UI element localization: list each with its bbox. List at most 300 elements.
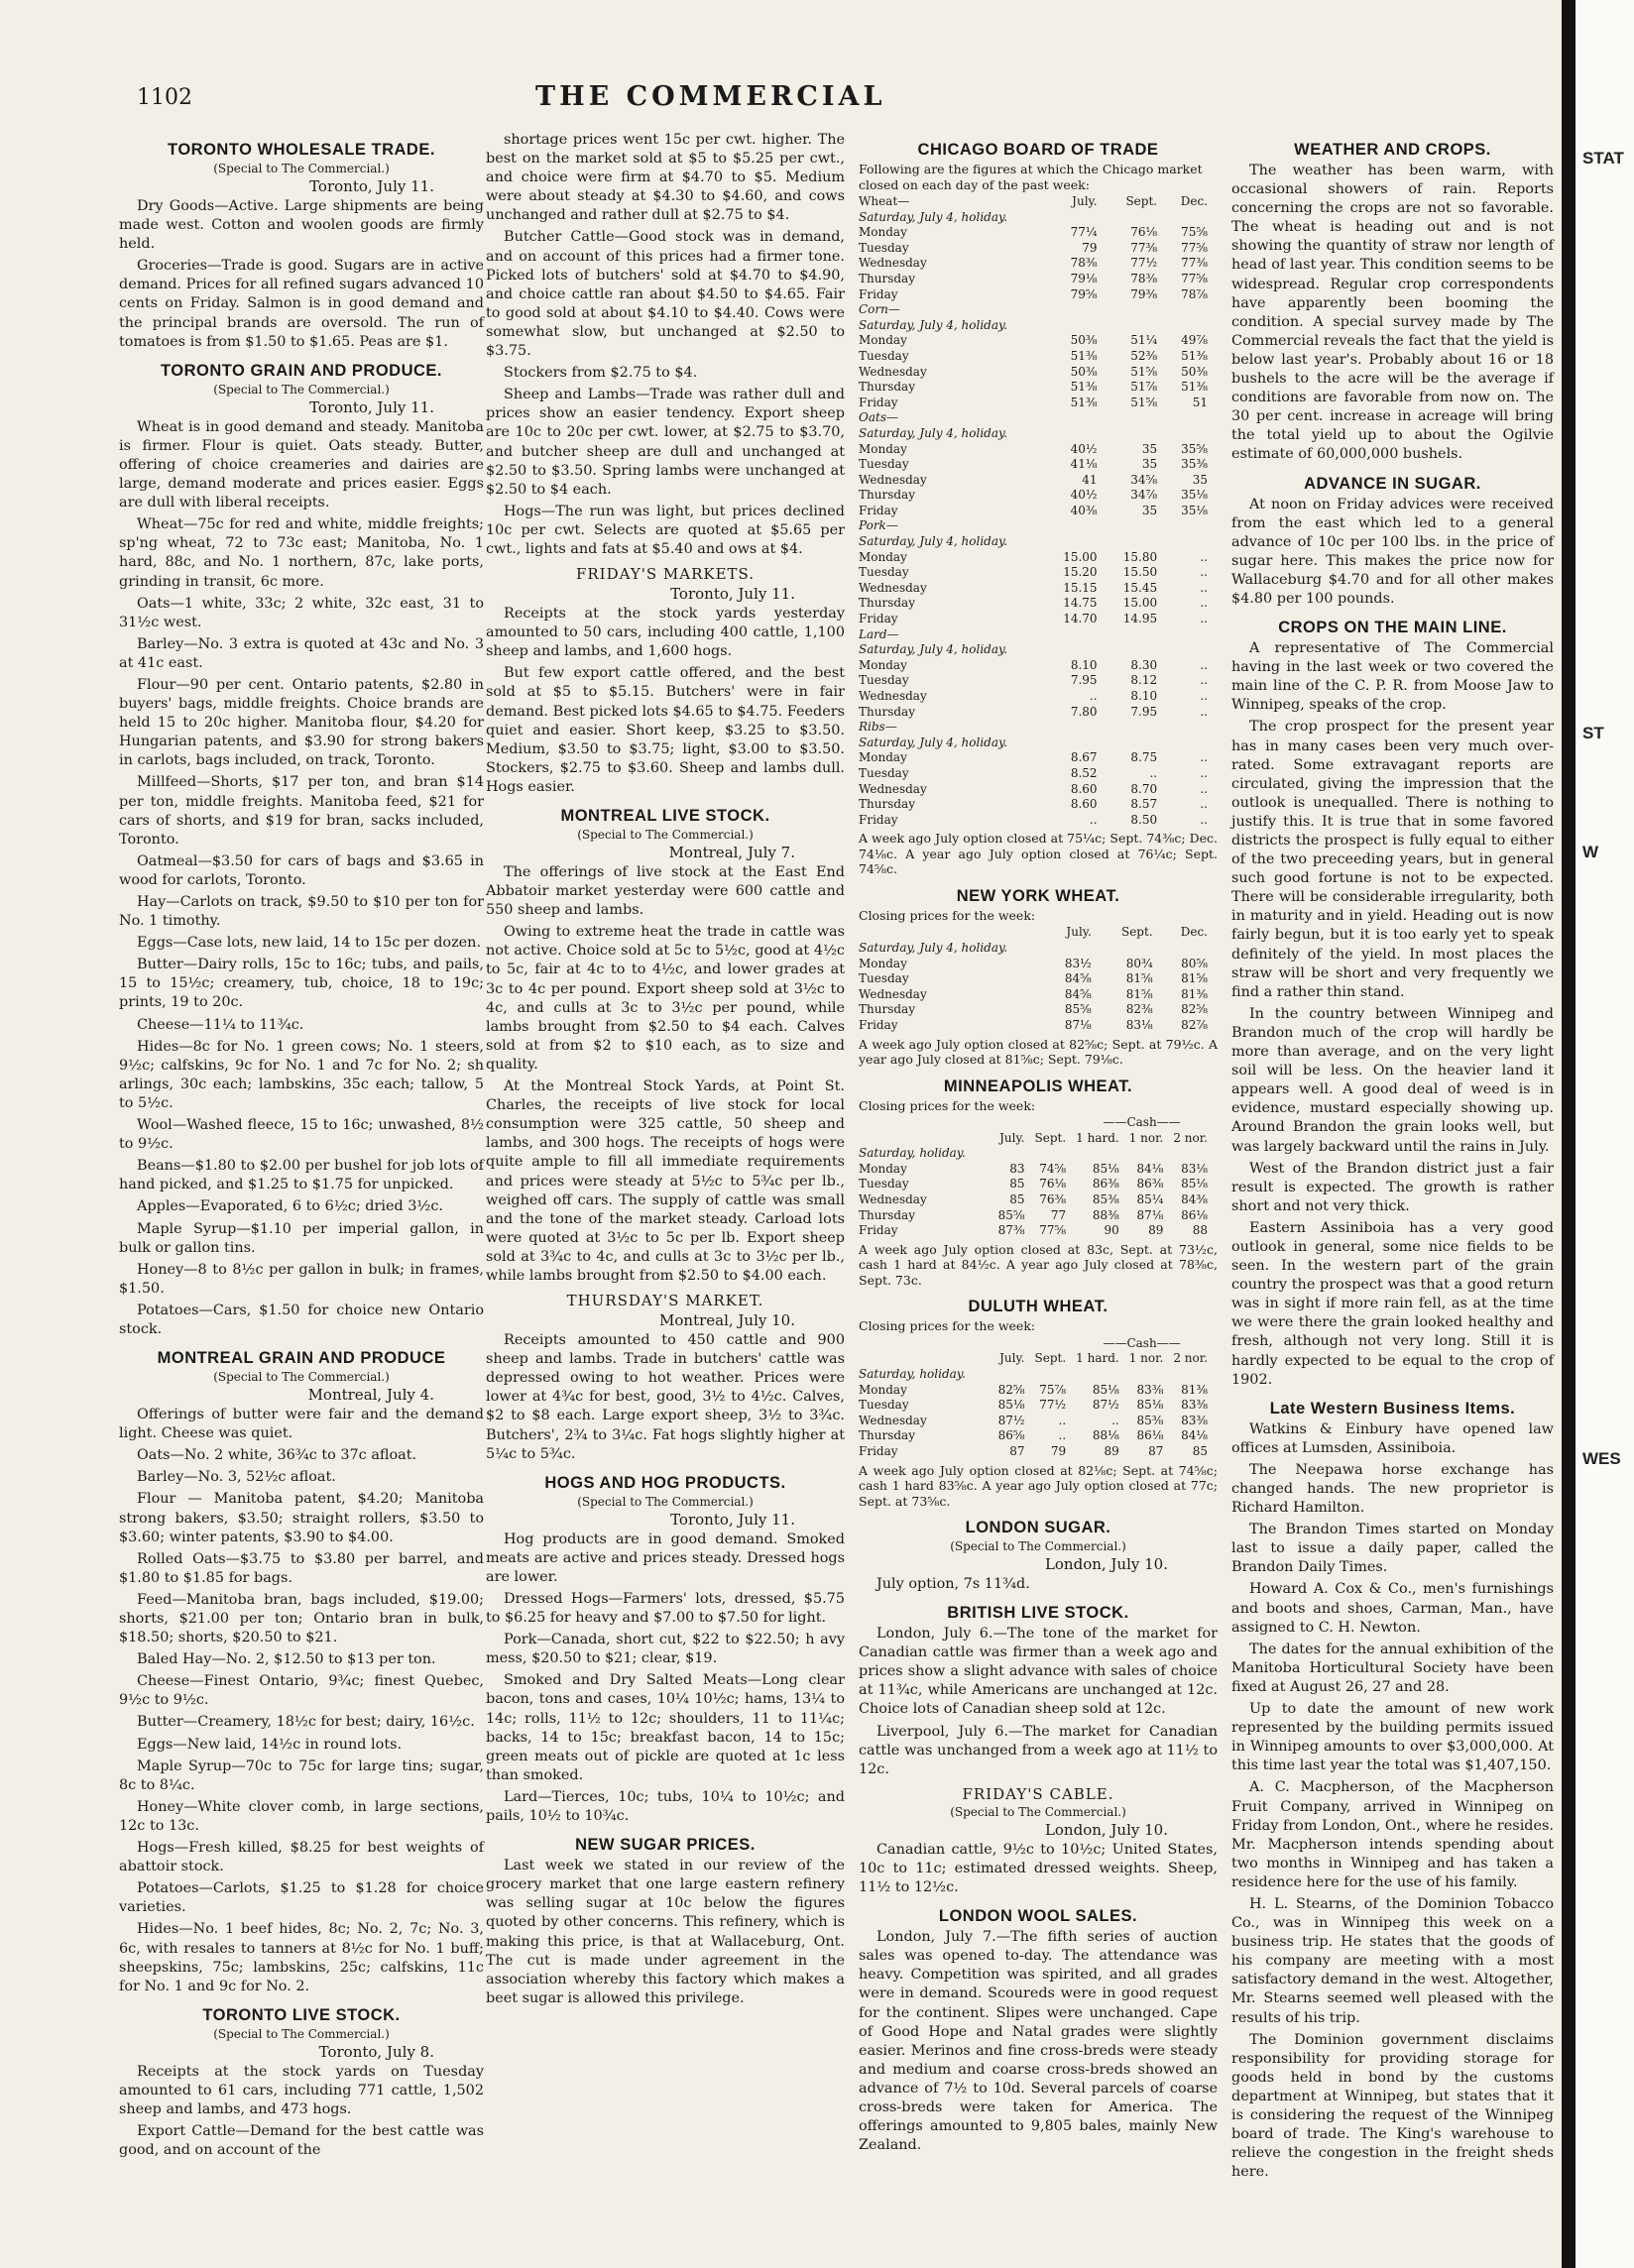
- dateline: Toronto, July 11.: [309, 397, 434, 416]
- column-2: [486, 131, 845, 2011]
- price-cell: 34⅞: [1130, 488, 1158, 503]
- price-cell: 82⅝: [1181, 1002, 1208, 1017]
- article-paragraph: Wheat is in good demand and steady. Manitoba is firmer. Flour is quiet. Oats steady. Butter, offering of choice creameries and dairies are large, demand moderate and prices easier. Eggs are dull with liberal receipts.: [119, 418, 484, 511]
- price-cell: 82⅜: [1125, 1002, 1153, 1017]
- price-cell: 15.15: [1063, 580, 1098, 595]
- article-paragraph: Smoked and Dry Salted Meats—Long clear bacon, tons and cases, 10¼ 10½c; hams, 13¼ to 14c; rolls, 11½ to 12c; shoulders, 11 to 11¼c; backs, 14 to 15c; breakfast bacon, 14 to 15c; green meats out of pickle are quoted at 1c less than smoked.: [486, 1672, 845, 1783]
- price-cell: ..: [1089, 689, 1098, 703]
- price-cell: ..: [1200, 673, 1208, 688]
- price-cell: 50⅜: [1070, 364, 1098, 379]
- price-cell: 83⅜: [1136, 1382, 1164, 1397]
- dateline: London, July 10.: [1044, 1555, 1168, 1573]
- price-cell: 51⅞: [1130, 380, 1158, 395]
- table-row: [859, 302, 1218, 318]
- article-paragraph: The Dominion government disclaims responsibility for providing storage for goods held in bond by the customs department at Winnipeg, but states that it is considering the request of the Winnipeg board of trade. The King's warehouse to relieve the congestion in the freight sheds here.: [1231, 2031, 1554, 2181]
- row-label: Monday: [859, 657, 907, 672]
- table-row: [859, 1177, 1218, 1192]
- row-label: Tuesday: [859, 971, 909, 986]
- price-cell: 40½: [1070, 488, 1098, 503]
- binding-edge: [1562, 0, 1576, 2268]
- price-cell: 89: [1148, 1223, 1164, 1238]
- price-cell: 7.95: [1130, 704, 1158, 719]
- article-paragraph: Flour—90 per cent. Ontario patents, $2.80 in buyers' bags, middle freights. Choice brands are held 15 to 20c higher. Manitoba flour, $4.20 for Hungarian patents, and $3.90 for strong bakers in carlots, bags included, on track, Toronto.: [119, 676, 484, 769]
- article-paragraph: Cheese—11¼ to 11¾c.: [137, 1016, 304, 1033]
- table-row: [859, 1223, 1218, 1239]
- article-headline: HOGS AND HOG PRODUCTS.: [544, 1473, 786, 1492]
- article-headline: TORONTO LIVE STOCK.: [202, 2005, 401, 2024]
- article-headline: LONDON SUGAR.: [965, 1519, 1111, 1536]
- article-paragraph: Hogs—Fresh killed, $8.25 for best weights of abattoir stock.: [119, 1840, 484, 1875]
- price-cell: ..: [1200, 750, 1208, 765]
- dateline: London, July 10.: [1044, 1820, 1168, 1839]
- price-cell: 8.12: [1130, 673, 1158, 688]
- table-row: [859, 457, 1218, 473]
- price-cell: 84⅝: [1064, 971, 1092, 986]
- table-row: [859, 658, 1218, 674]
- table-row: [859, 534, 1218, 550]
- table-row: [859, 210, 1218, 226]
- table-intro: Closing prices for the week:: [859, 907, 1036, 923]
- adjacent-page-fragment: [1576, 0, 1634, 2268]
- price-cell: 85⅜: [1092, 1191, 1119, 1206]
- column-header: 1 nor.: [1128, 1351, 1164, 1366]
- table-row: [859, 256, 1218, 272]
- price-cell: 51⅜: [1070, 348, 1098, 363]
- article-paragraph: Eastern Assiniboia has a very good outlook in general, some nice fields to be seen. In the western part of the grain country the prospect was that a good return was in sight if more rain fell, as at the time we were there the grain looked healthy and fresh, although not very long. Still it is hardly expected to be equal to the crop of 1902.: [1231, 1219, 1554, 1388]
- table-row: [859, 1002, 1218, 1018]
- row-label: Saturday, July 4, holiday.: [859, 534, 1008, 549]
- article-paragraph: Sheep and Lambs—Trade was rather dull and prices show an easier tendency. Export sheep are 10c to 20c per cwt. lower, at $2.75 to $3.70, and butcher sheep are dull and unchanged at $2.50 to $3.50. Spring lambs were unchanged at $2.50 to $4 each.: [486, 387, 845, 498]
- article-paragraph: Pork—Canada, short cut, $22 to $22.50; h avy mess, $20.50 to $21; clear, $19.: [486, 1632, 845, 1667]
- price-cell: 87½: [997, 1413, 1025, 1427]
- price-cell: 34⅝: [1130, 472, 1158, 487]
- row-label: Friday: [859, 395, 898, 409]
- article-headline: ADVANCE IN SUGAR.: [1304, 474, 1481, 493]
- price-cell: 85⅛: [997, 1398, 1025, 1413]
- price-cell: 8.60: [1070, 797, 1098, 812]
- dateline: Toronto, July 11.: [309, 177, 434, 195]
- row-label: Friday: [859, 1017, 898, 1032]
- article-subheadline: FRIDAY'S CABLE.: [962, 1784, 1114, 1803]
- price-table: [859, 194, 1218, 828]
- row-label: Friday: [859, 812, 898, 827]
- price-cell: 7.80: [1070, 704, 1098, 719]
- price-cell: 81⅝: [1181, 971, 1208, 986]
- price-cell: 87: [1009, 1443, 1025, 1458]
- article-paragraph: Oats—1 white, 33c; 2 white, 32c east, 31 to 31½c west.: [119, 595, 484, 630]
- price-cell: 51⅜: [1181, 348, 1208, 363]
- row-label: Saturday, July 4, holiday.: [859, 317, 1008, 332]
- article-paragraph: Honey—8 to 8½c per gallon in bulk; in frames, $1.50.: [119, 1261, 484, 1297]
- price-cell: 35: [1192, 472, 1208, 487]
- article-subheadline: THURSDAY'S MARKET.: [566, 1292, 764, 1310]
- table-intro: Closing prices for the week:: [859, 1318, 1036, 1334]
- price-cell: 83⅛: [1181, 1161, 1208, 1176]
- table-row: [859, 971, 1218, 987]
- dateline: Montreal, July 7.: [668, 844, 795, 861]
- row-label: Saturday, July 4, holiday.: [859, 642, 1008, 657]
- row-label: Saturday, holiday.: [859, 1146, 966, 1161]
- row-label: Wednesday: [859, 1191, 927, 1206]
- price-cell: ..: [1200, 596, 1208, 611]
- price-cell: 51⅝: [1130, 364, 1158, 379]
- price-cell: 88⅜: [1092, 1207, 1119, 1222]
- article-paragraph: Maple Syrup—$1.10 per imperial gallon, in bulk or gallon tins.: [119, 1220, 484, 1256]
- adjacent-page-word: STAT: [1582, 149, 1624, 168]
- article-paragraph: Cheese—Finest Ontario, 9¾c; finest Quebec, 9½c to 9½c.: [119, 1673, 484, 1709]
- article-paragraph: Potatoes—Carlots, $1.25 to $1.28 for choice varieties.: [119, 1880, 484, 1916]
- row-label: Tuesday: [859, 765, 909, 780]
- price-cell: 87⅛: [1064, 1017, 1092, 1032]
- row-label: Thursday: [859, 271, 915, 285]
- price-cell: 80¾: [1125, 956, 1153, 970]
- table-header-row: [859, 925, 1218, 941]
- price-cell: 15.80: [1122, 549, 1158, 564]
- price-cell: 80⅝: [1181, 956, 1208, 970]
- price-cell: 51⅜: [1181, 380, 1208, 395]
- article-headline: BRITISH LIVE STOCK.: [947, 1604, 1129, 1623]
- price-cell: 51¼: [1130, 333, 1158, 348]
- row-label: Wednesday: [859, 689, 927, 703]
- row-label: Thursday: [859, 488, 915, 503]
- table-row: [859, 736, 1218, 751]
- row-label: Saturday, July 4, holiday.: [859, 209, 1008, 224]
- row-label: Wednesday: [859, 1413, 927, 1427]
- article-paragraph: The crop prospect for the present year has in many cases been very much over-rated. Some extravagant reports are circulated, giving the impression that the outlook is unequalled. There is nothing to justify this. It is true that in some favored districts the prospect is fully equal to either of the two preceeding years, but in general such good fortune is not to be expected. There will be considerable irregularity, both in maturity and in yield. Heading out is now fairly begun, but it is too early yet to speak definitely of the yield. In most places the straw will be short and very frequently we find a rather thin stand.: [1231, 719, 1554, 1000]
- market-headline: NEW YORK WHEAT.: [956, 886, 1120, 905]
- article-paragraph: H. L. Stearns, of the Dominion Tobacco Co., was in Winnipeg this week on a business trip. He states that the goods of his company are meeting with a most satisfactory demand in the west. Altogether, Mr. Stearns seemed well pleased with the results of his trip.: [1231, 1895, 1554, 2026]
- table-intro: Closing prices for the week:: [859, 1097, 1036, 1113]
- price-cell: 77¼: [1070, 225, 1098, 240]
- price-cell: 86⅜: [1136, 1177, 1164, 1191]
- price-cell: 79⅜: [1130, 286, 1158, 301]
- table-note: A week ago July option closed at 83c, Sept. at 73½c, cash 1 hard at 84½c. A year ago July closed at 78⅜c, Sept. 73c.: [859, 1241, 1218, 1288]
- article-headline: NEW SUGAR PRICES.: [575, 1836, 756, 1855]
- row-label: Thursday: [859, 1002, 915, 1017]
- price-cell: 88: [1192, 1223, 1208, 1238]
- article-paragraph: Dressed Hogs—Farmers' lots, dressed, $5.75 to $6.25 for heavy and $7.00 to $7.50 for light.: [486, 1591, 845, 1627]
- price-cell: 77⅜: [1181, 256, 1208, 271]
- price-cell: 84⅛: [1181, 1428, 1208, 1443]
- price-cell: 85⅛: [1092, 1161, 1119, 1176]
- price-cell: 77⅝: [1181, 240, 1208, 255]
- table-row: [859, 782, 1218, 798]
- table-row: [859, 941, 1218, 957]
- column-header: Dec.: [1180, 925, 1208, 940]
- price-cell: 82⅞: [1181, 1017, 1208, 1032]
- price-table: [859, 1336, 1218, 1460]
- table-row: [859, 705, 1218, 721]
- price-cell: 82⅝: [997, 1382, 1025, 1397]
- price-cell: 85¼: [1136, 1191, 1164, 1206]
- price-cell: 40⅜: [1070, 503, 1098, 517]
- table-row: [859, 957, 1218, 972]
- article-paragraph: Receipts at the stock yards on Tuesday amounted to 61 cars, including 771 cattle, 1,502 sheep and lambs, and 473 hogs.: [119, 2063, 484, 2117]
- article-paragraph: In the country between Winnipeg and Brandon much of the crop will hardly be more than average, and on the very light soil will be less. On the heavier land it appears well. A good deal of weed is in evidence, mustard especially showing up. Around Brandon the grain looks well, but was largely backward until the rains in July.: [1231, 1005, 1554, 1155]
- price-cell: 8.50: [1130, 812, 1158, 827]
- table-row: [859, 797, 1218, 813]
- price-cell: 86⅝: [997, 1428, 1025, 1443]
- special-credit: (Special to The Commercial.): [950, 1539, 1126, 1553]
- article-paragraph: Eggs—New laid, 14½c in round lots.: [137, 1736, 403, 1753]
- price-cell: 77⅜: [1130, 240, 1158, 255]
- row-label: Tuesday: [859, 457, 909, 472]
- price-cell: 85: [1009, 1191, 1025, 1206]
- page-number: 1102: [137, 85, 192, 110]
- article-paragraph: West of the Brandon district just a fair result is expected. The growth is rather short and not very thick.: [1231, 1160, 1554, 1214]
- article-paragraph: Barley—No. 3 extra is quoted at 43c and No. 3 at 41c east.: [119, 635, 484, 671]
- row-label: Monday: [859, 750, 907, 765]
- article-headline: WEATHER AND CROPS.: [1294, 141, 1491, 159]
- masthead: THE COMMERCIAL: [535, 81, 886, 112]
- article-paragraph: Butcher Cattle—Good stock was in demand, and on account of this prices had a firmer tone. Picked lots of butchers' sold at $4.70 to $4.90, and choice cattle ran about $4.50 to $4.65. Fair to good sold at about $4.10 to $4.40. Cows were somewhat slow, but unchanged at $2.50 to $3.75.: [486, 229, 845, 360]
- price-cell: 8.57: [1130, 797, 1158, 812]
- price-cell: ..: [1058, 1428, 1067, 1443]
- table-row: [859, 518, 1218, 534]
- article-paragraph: Maple Syrup—70c to 75c for large tins; sugar, 8c to 8¼c.: [119, 1758, 484, 1793]
- article-paragraph: Up to date the amount of new work represented by the building permits issued in Winnipeg amounts to over $3,000,000. At this time last year the total was $1,407,150.: [1231, 1701, 1554, 1774]
- table-row: [859, 1018, 1218, 1034]
- price-cell: 77⅝: [1181, 271, 1208, 285]
- price-cell: ..: [1149, 765, 1158, 780]
- table-row: [859, 1398, 1218, 1414]
- price-cell: 35⅛: [1181, 488, 1208, 503]
- table-row: [859, 287, 1218, 303]
- price-cell: 75⅝: [1181, 225, 1208, 240]
- table-row: [859, 272, 1218, 287]
- table-row: [859, 1208, 1218, 1224]
- column-header: [859, 925, 1047, 941]
- row-label: Monday: [859, 549, 907, 564]
- table-row: [859, 596, 1218, 612]
- article-paragraph: At the Montreal Stock Yards, at Point St. Charles, the receipts of live stock for local consumption were 325 cattle, 50 sheep and lambs, and 300 hogs. The receipts of hogs were quite ample to fill all immediate requirements and prices were steady at 5½c to 5¾c per lb., weighed off cars. The supply of cattle was small and the tone of the market steady. Carload lots were quoted at 3½c to 5c per lb. Export sheep sold at 3¾c to 4c, and culls at 3c to 3½c per lb., while lambs brought from $2.50 to $4.00 each.: [486, 1078, 845, 1284]
- article-paragraph: Howard A. Cox & Co., men's furnishings and boots and shoes, Carman, Man., have assigned to C. H. Newton.: [1231, 1581, 1554, 1636]
- article-headline: TORONTO GRAIN AND PRODUCE.: [160, 361, 443, 380]
- article-paragraph: Dry Goods—Active. Large shipments are being made west. Cotton and woolen goods are firmly held.: [119, 198, 484, 253]
- cash-header-row: [859, 1336, 1218, 1352]
- article-paragraph: Owing to extreme heat the trade in cattle was not active. Choice sold at 5c to 5½c, good at 4½c to 5c, fair at 4c to to 4½c, and lower grades at 3c to 4c per pound. Export sheep sold at 3½c to 4c, and culls at 3c to 3½c per pound, while lambs brought from $2.50 to $4 each. Calves sold at from $2 to $10 each, as to size and quality.: [486, 924, 845, 1073]
- column-4: [1231, 131, 1554, 2185]
- column-header: 1 hard.: [1076, 1351, 1119, 1366]
- column-1: [119, 131, 484, 2163]
- price-cell: ..: [1200, 612, 1208, 626]
- table-row: [859, 750, 1218, 766]
- price-cell: 77½: [1039, 1398, 1067, 1413]
- article-paragraph: The weather has been warm, with occasional showers of rain. Reports concerning the crops are not so favorable. The wheat is heading out and is not showing the quantity of straw nor length of head of last year. This condition seems to be widespread. Regular crop correspondents have apparently been booming the condition. A special survey made by The Commercial reveals the fact that the yield is below last year's. Probably about 16 or 18 bushels to the acre will be the average if conditions are favorable from now on. The 30 per cent. increase in acreage will bring the total yield up to about the Ogilvie estimate of 60,000,000 bushels.: [1231, 163, 1554, 463]
- table-row: [859, 410, 1218, 426]
- price-cell: 8.60: [1070, 781, 1098, 796]
- row-label: Friday: [859, 503, 898, 517]
- row-label: Tuesday: [859, 673, 909, 688]
- price-cell: 8.10: [1070, 657, 1098, 672]
- column-header: [859, 1351, 998, 1367]
- price-cell: 79⅝: [1070, 286, 1098, 301]
- adjacent-page-word: WES: [1582, 1449, 1621, 1468]
- article-paragraph: Hogs—The run was light, but prices declined 10c per cwt. Selects are quoted at $5.65 per cwt., lights and fats at $5.40 and ows at $4.: [486, 503, 845, 557]
- price-cell: 86⅛: [1181, 1207, 1208, 1222]
- price-cell: 50⅜: [1070, 333, 1098, 348]
- dateline: Toronto, July 11.: [670, 1510, 795, 1529]
- row-label: Saturday, July 4, holiday.: [859, 425, 1008, 440]
- article-paragraph: Canadian cattle, 9½c to 10½c; United States, 10c to 11c; estimated dressed weights. Sheep, 11½ to 12½c.: [859, 1841, 1218, 1896]
- row-label: Lard—: [859, 626, 899, 641]
- table-header-row: [859, 1351, 1218, 1367]
- price-table: [859, 925, 1218, 1033]
- article-paragraph: Butter—Creamery, 18½c for best; dairy, 16½c.: [137, 1714, 475, 1731]
- price-cell: 7.95: [1070, 673, 1098, 688]
- price-cell: 85: [1192, 1443, 1208, 1458]
- row-label: Tuesday: [859, 348, 909, 363]
- special-credit: (Special to The Commercial.): [577, 828, 754, 842]
- price-cell: 8.10: [1130, 689, 1158, 703]
- row-label: Pork—: [859, 518, 898, 533]
- price-cell: 14.70: [1063, 612, 1098, 626]
- article-paragraph: A. C. Macpherson, of the Macpherson Fruit Company, arrived in Winnipeg on Friday from London, Ont., where he resides. Mr. Macpherson intends spending about two months in Winnipeg and has taken a residence here for the use of his family.: [1231, 1779, 1554, 1890]
- price-cell: 76⅛: [1039, 1177, 1067, 1191]
- cash-header-row: [859, 1115, 1218, 1131]
- column-header: July.: [999, 1130, 1025, 1145]
- table-row: [859, 241, 1218, 257]
- article-paragraph: The Brandon Times started on Monday last to issue a daily paper, called the Brandon Daily Times.: [1231, 1522, 1554, 1576]
- column-header: Wheat—: [859, 194, 910, 208]
- spacer-cell: [859, 1115, 1076, 1131]
- table-row: [859, 473, 1218, 489]
- row-label: Wednesday: [859, 580, 927, 595]
- article-paragraph: Wheat—75c for red and white, middle freights; sp'ng wheat, 72 to 73c east; Manitoba, No. 1 hard, 88c, and No. 1 northern, 87c, lake ports, grinding in transit, 6c more.: [119, 516, 484, 590]
- price-cell: 51⅝: [1130, 395, 1158, 409]
- article-headline: MONTREAL LIVE STOCK.: [560, 807, 770, 825]
- column-header: 2 nor.: [1173, 1351, 1208, 1366]
- column-3: [859, 131, 1218, 2158]
- article-headline: LONDON WOOL SALES.: [938, 1907, 1138, 1926]
- article-paragraph: Feed—Manitoba bran, bags included, $19.00; shorts, $21.00 per ton; Ontario bran in bulk, $18.50; shorts, $20.50 to $21.: [119, 1591, 484, 1646]
- article-paragraph: At noon on Friday advices were received from the east which led to a general advance of 10c per 100 lbs. in the price of sugar here. This makes the price now for Wallaceburg $4.70 and for all other makes $4.80 per 100 pounds.: [1231, 496, 1554, 607]
- price-cell: 51: [1192, 395, 1208, 409]
- price-cell: 85⅝: [997, 1207, 1025, 1222]
- price-cell: 87: [1148, 1443, 1164, 1458]
- price-cell: 84⅜: [1181, 1191, 1208, 1206]
- price-cell: 88⅛: [1092, 1428, 1119, 1443]
- article-paragraph: London, July 6.—The tone of the market for Canadian cattle was firmer than a week ago and prices show a slight advance with sales of choice at 11¾c, while Americans are unchanged at 12c. Choice lots of Canadian sheep sold at 12c.: [859, 1626, 1218, 1718]
- price-cell: 87⅛: [1136, 1207, 1164, 1222]
- column-header: 1 hard.: [1076, 1130, 1119, 1145]
- table-note: A week ago July option closed at 75¼c; Sept. 74⅜c; Dec. 74⅛c. A year ago July option closed at 76¼c; Sept. 74⅝c.: [859, 831, 1218, 877]
- table-row: [859, 380, 1218, 396]
- article-paragraph: London, July 7.—The fifth series of auction sales was opened to-day. The attendance was heavy. Competition was spirited, and all grades were in demand. Scoureds were in good request for the continent. Slipes were unchanged. Cape of Good Hope and Natal grades were slightly easier. Merinos and fine cross-breds were steady and medium and coarse cross-breds showed an advance of 7½ to 10d. Several parcels of coarse cross-breds were taken for America. The offerings amounted to 9,805 bales, mainly New Zealand.: [859, 1929, 1218, 2154]
- adjacent-page-word: ST: [1582, 724, 1604, 742]
- row-label: Thursday: [859, 596, 915, 611]
- price-cell: ..: [1200, 704, 1208, 719]
- price-cell: 15.45: [1122, 580, 1158, 595]
- price-cell: ..: [1200, 580, 1208, 595]
- article-paragraph: Receipts at the stock yards yesterday amounted to 50 cars, including 400 cattle, 1,100 sheep and lambs, and 1,600 hogs.: [486, 606, 845, 660]
- row-label: Monday: [859, 956, 907, 970]
- dateline: Toronto, July 11.: [670, 585, 795, 604]
- price-cell: 40½: [1070, 441, 1098, 456]
- price-cell: 86⅛: [1136, 1428, 1164, 1443]
- article-paragraph: Eggs—Case lots, new laid, 14 to 15c per dozen.: [137, 935, 482, 952]
- article-paragraph: Apples—Evaporated, 6 to 6½c; dried 3½c.: [137, 1198, 443, 1215]
- row-label: Friday: [859, 286, 898, 301]
- price-cell: 15.50: [1122, 565, 1158, 580]
- article-paragraph: Oats—No. 2 white, 36¾c to 37c afloat.: [137, 1447, 417, 1464]
- price-cell: 87½: [1092, 1398, 1119, 1413]
- price-cell: 35⅛: [1181, 503, 1208, 517]
- table-row: [859, 627, 1218, 643]
- row-label: Monday: [859, 441, 907, 456]
- table-row: [859, 1414, 1218, 1429]
- row-label: Corn—: [859, 302, 900, 317]
- price-cell: 41⅛: [1070, 457, 1098, 472]
- price-cell: 35⅜: [1181, 457, 1208, 472]
- table-row: [859, 612, 1218, 627]
- price-cell: 83⅛: [1125, 1017, 1153, 1032]
- price-cell: 78⅜: [1070, 256, 1098, 271]
- price-cell: 14.95: [1122, 612, 1158, 626]
- row-label: Wednesday: [859, 986, 927, 1001]
- table-row: [859, 488, 1218, 504]
- price-cell: 83: [1009, 1161, 1025, 1176]
- table-row: [859, 581, 1218, 597]
- price-cell: 8.70: [1130, 781, 1158, 796]
- price-cell: 50⅜: [1181, 364, 1208, 379]
- column-header: [859, 1131, 998, 1147]
- price-cell: ..: [1058, 1413, 1067, 1427]
- article-paragraph: Hog products are in good demand. Smoked meats are active and prices steady. Dressed hogs are lower.: [486, 1531, 845, 1585]
- table-row: [859, 813, 1218, 829]
- row-label: Monday: [859, 1161, 907, 1176]
- price-cell: 35: [1141, 503, 1158, 517]
- article-paragraph: Receipts amounted to 450 cattle and 900 sheep and lambs. Trade in butchers' cattle was depressed owing to hot weather. Prices were lower at 4¾c for best, good, 3½ to 4½c. Calves, $2 to $8 each. Large export sheep, 3½ to 3¾c. Butchers', 2¾ to 3¼c. Fat hogs slightly higher at 5¼c to 5¾c.: [486, 1332, 845, 1462]
- price-cell: 85⅛: [1181, 1177, 1208, 1191]
- article-headline: Late Western Business Items.: [1269, 1399, 1516, 1418]
- price-cell: ..: [1200, 565, 1208, 580]
- column-header: Sept.: [1034, 1130, 1067, 1145]
- price-cell: ..: [1111, 1413, 1119, 1427]
- column-header: Sept.: [1125, 194, 1158, 208]
- price-cell: ..: [1200, 657, 1208, 672]
- price-cell: 85⅛: [1092, 1382, 1119, 1397]
- price-cell: 15.00: [1122, 596, 1158, 611]
- price-cell: 81⅜: [1181, 1382, 1208, 1397]
- price-cell: 52⅜: [1130, 348, 1158, 363]
- article-paragraph: The offerings of live stock at the East End Abbatoir market yesterday were 600 cattle and 550 sheep and lambs.: [486, 864, 845, 919]
- row-label: Tuesday: [859, 240, 909, 255]
- adjacent-page-word: W: [1582, 843, 1599, 861]
- table-row: [859, 225, 1218, 241]
- price-cell: ..: [1200, 797, 1208, 812]
- special-credit: (Special to The Commercial.): [213, 382, 390, 397]
- price-table: [859, 1115, 1218, 1239]
- table-row: [859, 1146, 1218, 1162]
- article-paragraph: Oatmeal—$3.50 for cars of bags and $3.65 in wood for carlots, Toronto.: [119, 852, 484, 888]
- row-label: Friday: [859, 612, 898, 626]
- price-cell: 8.52: [1070, 765, 1098, 780]
- article-paragraph: July option, 7s 11¾d.: [876, 1576, 1030, 1592]
- row-label: Monday: [859, 225, 907, 240]
- article-paragraph: Hides—No. 1 beef hides, 8c; No. 2, 7c; No. 3, 6c, with resales to tanners at 8½c for No. 1 buff; sheepskins, 75c; lambskins, 25c; calfskins, 11c for No. 1 and 9c for No. 2.: [119, 1921, 484, 1994]
- row-label: Ribs—: [859, 720, 897, 735]
- row-label: Oats—: [859, 410, 898, 425]
- price-cell: 74⅝: [1039, 1161, 1067, 1176]
- price-cell: 35: [1141, 457, 1158, 472]
- price-cell: 83⅜: [1181, 1398, 1208, 1413]
- market-headline: DULUTH WHEAT.: [968, 1298, 1109, 1316]
- article-headline: TORONTO WHOLESALE TRADE.: [168, 141, 435, 159]
- table-row: [859, 333, 1218, 349]
- row-label: Thursday: [859, 380, 915, 395]
- column-header: Sept.: [1034, 1351, 1067, 1366]
